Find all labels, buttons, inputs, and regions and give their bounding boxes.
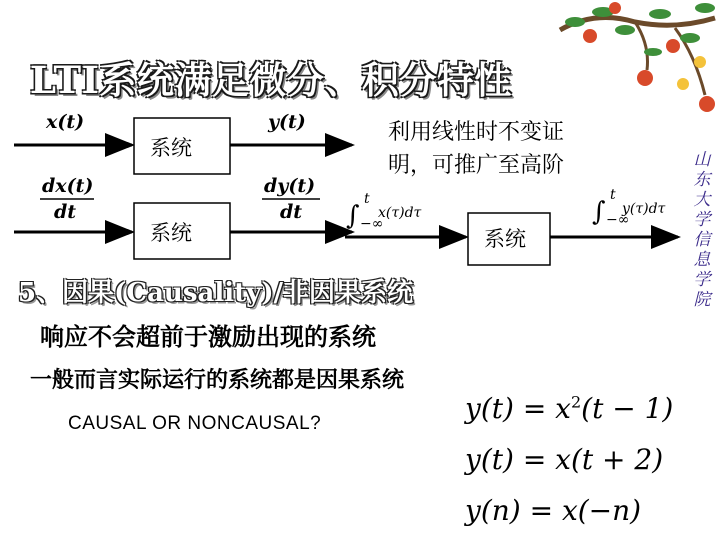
linearity-note-line-1: 利用线性时不变证 <box>388 120 565 145</box>
university-vertical-label: 山东大学信息学院 <box>693 150 711 310</box>
row1-input-label: x(t) <box>46 111 85 133</box>
box1-label: 系统 <box>150 136 192 160</box>
row2-input-denominator: dt <box>54 201 77 223</box>
integral-upper-input: t <box>364 191 370 207</box>
causality-definition: 响应不会超前于激励出现的系统 <box>40 323 376 351</box>
integral-sign-input: ∫ <box>346 201 360 231</box>
integral-body-input: x(τ)dτ <box>378 205 422 221</box>
box3-label: 系统 <box>484 227 526 251</box>
equation-2: y(t) = x(t + 2) <box>465 443 664 476</box>
equation-3: y(n) = x(−n) <box>465 494 642 527</box>
integral-lower-input: −∞ <box>360 216 384 232</box>
integral-body-output: y(τ)dτ <box>622 201 666 217</box>
equation-1-main: y(t) = x <box>465 392 571 425</box>
integral-sign-output: ∫ <box>592 197 606 227</box>
integral-upper-output: t <box>610 187 616 203</box>
row2-output-denominator: dt <box>280 201 303 223</box>
linearity-note-line-2: 明，可推广至高阶 <box>388 153 565 178</box>
causality-heading: 5、因果(Causality)/非因果系统 <box>18 278 413 308</box>
row2-input-numerator: dx(t) <box>42 175 94 197</box>
page-title: LTI系统满足微分、积分特性 <box>30 58 512 102</box>
row2-output-numerator: dy(t) <box>264 175 316 197</box>
equation-1-exponent: 2 <box>570 392 582 412</box>
row1-output-label: y(t) <box>268 111 306 133</box>
equation-1 <box>465 392 673 425</box>
causal-question: CAUSAL OR NONCAUSAL? <box>68 413 322 434</box>
causality-remark: 一般而言实际运行的系统都是因果系统 <box>30 368 405 393</box>
equation-1-tail: (t − 1) <box>581 392 674 425</box>
linearity-note <box>388 116 564 182</box>
box2-label: 系统 <box>150 221 192 245</box>
integral-lower-output: −∞ <box>606 212 630 228</box>
